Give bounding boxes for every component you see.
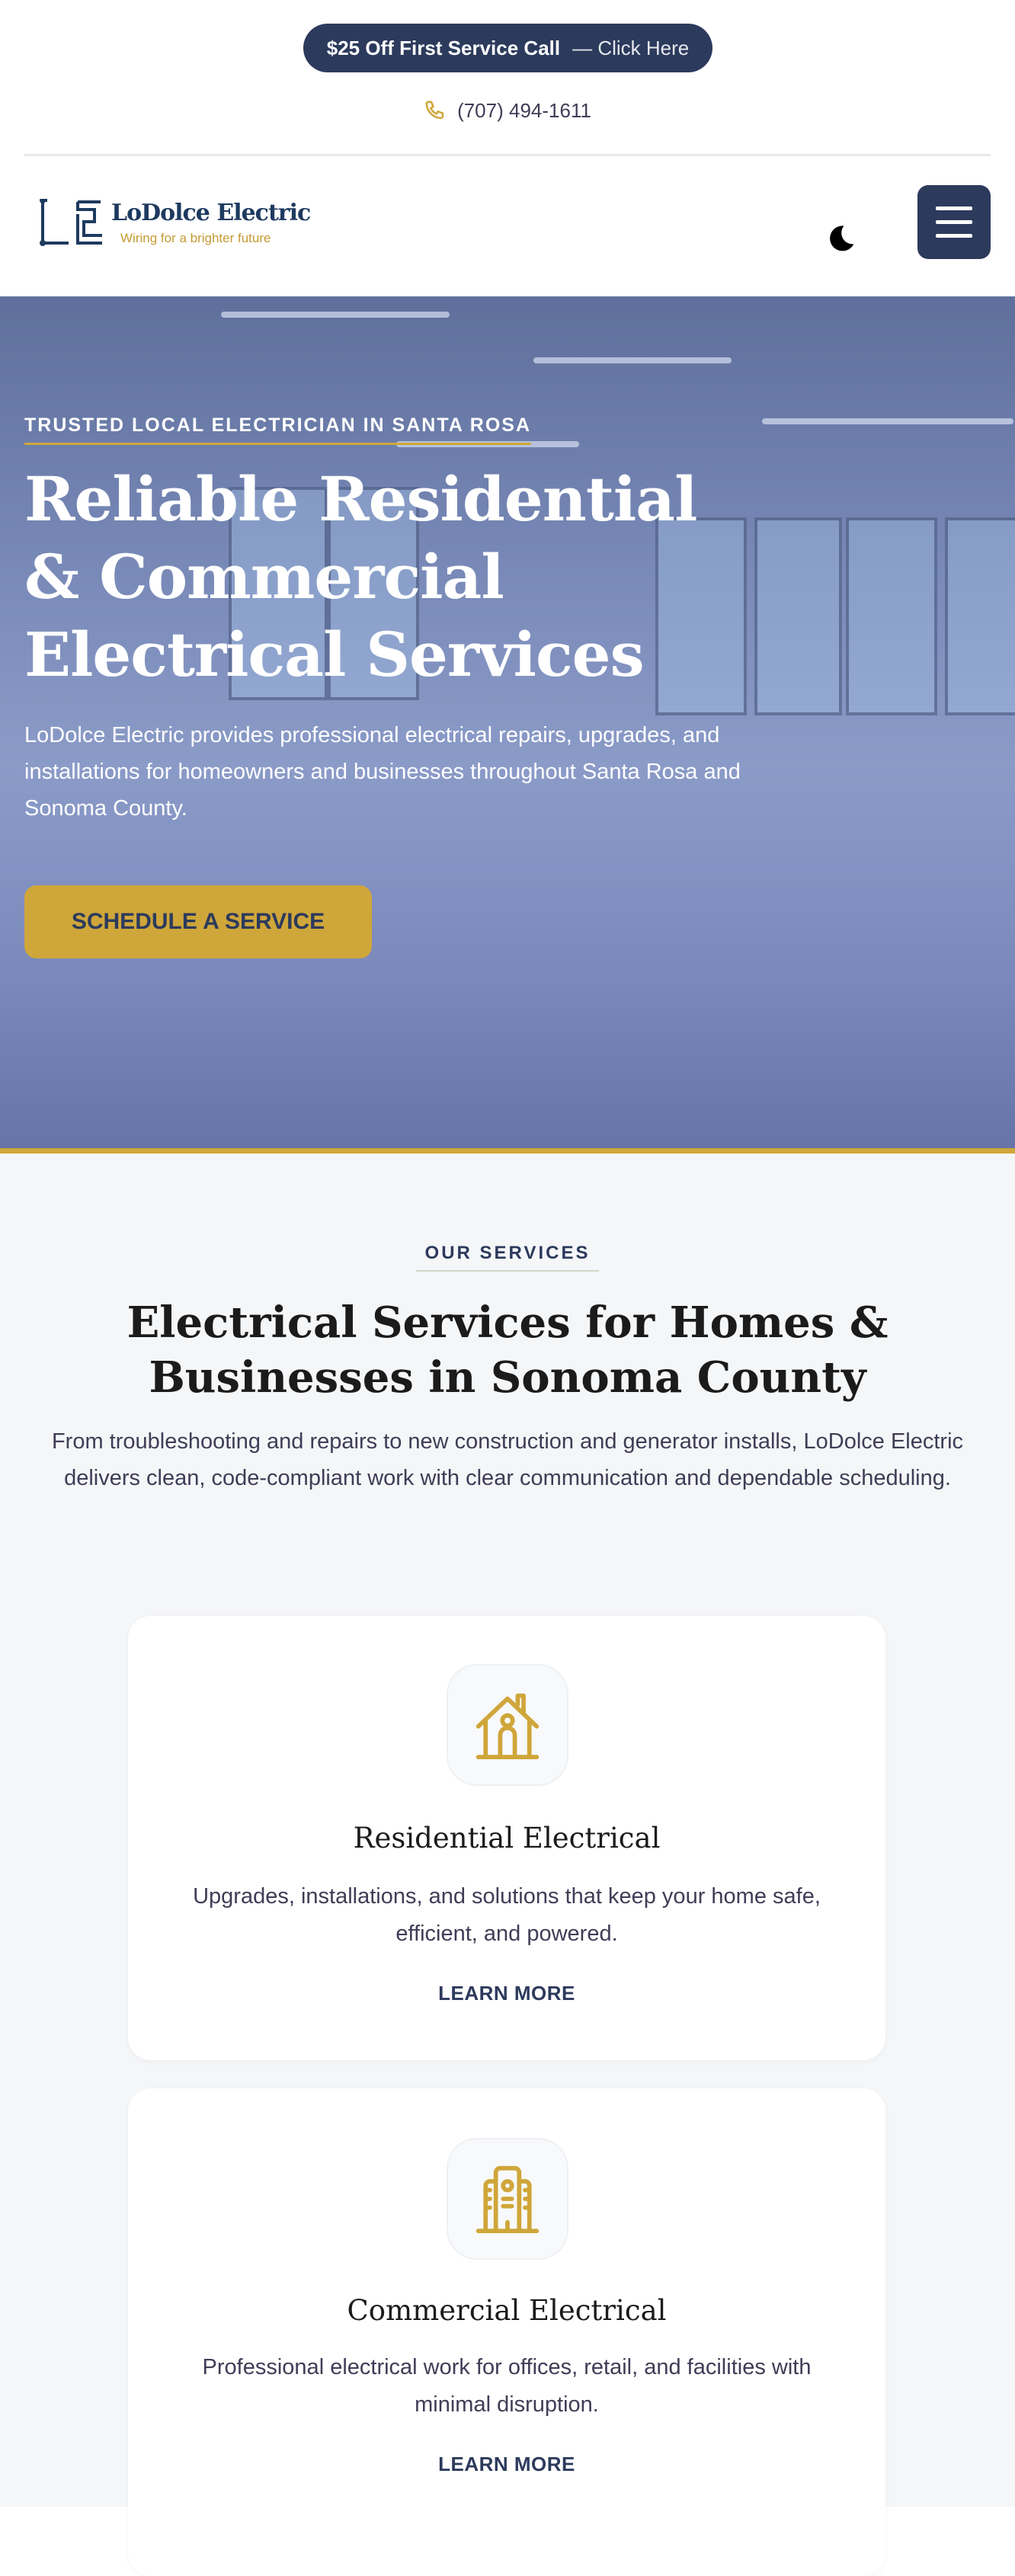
- building-icon: [472, 2164, 543, 2234]
- ceiling-light: [762, 418, 1013, 424]
- service-card-commercial: [128, 2088, 885, 2576]
- card-description: Professional electrical work for offices, retail, and facilities with minimal disruption.: [202, 2355, 812, 2417]
- logo[interactable]: [40, 199, 310, 246]
- menu-bar: [936, 220, 972, 224]
- services-kicker-text: OUR SERVICES: [416, 1243, 600, 1272]
- ceiling-light: [533, 357, 732, 363]
- services-section: [0, 1154, 1015, 2507]
- site-header: [0, 155, 1015, 296]
- hamburger-menu-button[interactable]: [917, 185, 991, 259]
- promo-banner-button[interactable]: [303, 24, 712, 72]
- phone-icon: [424, 98, 447, 123]
- services-kicker: [0, 1243, 1015, 1272]
- window: [846, 517, 937, 715]
- hero-section: [0, 296, 1015, 1154]
- promo-offer: $25 Off First Service Call: [326, 36, 561, 59]
- ceiling-light: [221, 312, 450, 318]
- services-description: From troubleshooting and repairs to new construction and generator installs, LoDolce Electric delivers clean, code-compliant work with clear communication and dependable scheduling.: [51, 1429, 964, 1490]
- phone-number: (707) 494-1611: [457, 98, 591, 122]
- schedule-service-button[interactable]: SCHEDULE A SERVICE: [24, 885, 372, 958]
- service-card-residential: [128, 1616, 885, 2060]
- hero-eyebrow: TRUSTED LOCAL ELECTRICIAN IN SANTA ROSA: [24, 414, 531, 445]
- card-title: Commercial Electrical: [347, 2294, 667, 2327]
- house-icon: [472, 1690, 543, 1760]
- menu-bar: [936, 234, 972, 238]
- promo-cta: — Click Here: [572, 36, 690, 59]
- icon-box: [447, 2138, 568, 2260]
- brand-name: LoDolce Electric: [111, 199, 311, 226]
- phone-link[interactable]: [0, 98, 1015, 123]
- menu-bar: [936, 206, 972, 210]
- learn-more-link[interactable]: LEARN MORE: [438, 2453, 575, 2475]
- brand-tagline: Wiring for a brighter future: [120, 230, 271, 245]
- logo-mark-icon: [40, 199, 104, 246]
- hero-description: LoDolce Electric provides professional electrical repairs, upgrades, and installations for homeowners and businesses throughout Santa Rosa and Sonoma County.: [24, 723, 741, 821]
- window: [945, 517, 1015, 715]
- icon-box: [447, 1664, 568, 1786]
- card-title: Residential Electrical: [353, 1822, 661, 1854]
- hero-title: Reliable Residential & Commercial Electrical Services: [24, 463, 697, 690]
- learn-more-link[interactable]: LEARN MORE: [438, 1982, 575, 2005]
- top-bar: [0, 0, 1015, 155]
- card-description: Upgrades, installations, and solutions that keep your home safe, efficient, and powered.: [193, 1884, 821, 1946]
- dark-mode-toggle-moon-icon[interactable]: [823, 222, 857, 255]
- services-title: Electrical Services for Homes & Businesses in Sonoma County: [126, 1298, 889, 1403]
